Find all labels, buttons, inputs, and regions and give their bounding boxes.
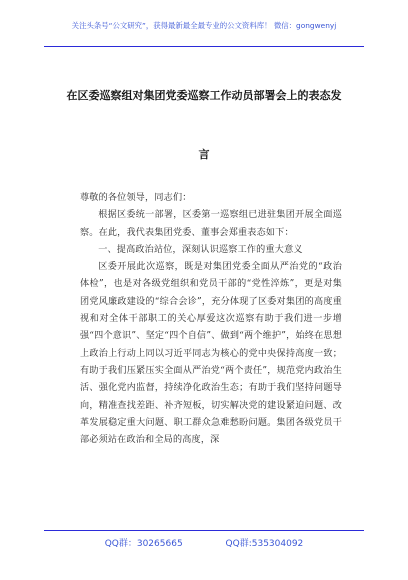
footer-qq-group-1: QQ群：30265665 bbox=[104, 539, 183, 549]
header-divider bbox=[44, 46, 364, 47]
section-heading: 一、提高政治站位，深刻认识巡察工作的重大意义 bbox=[98, 244, 303, 255]
footer bbox=[0, 536, 408, 549]
salutation: 尊敬的各位领导，同志们： bbox=[80, 193, 192, 203]
body-paragraph: 根据区委统一部署，区委第一巡察组已进驻集团开展全面巡察。在此，我代表集团党委、董事会郑重表态如下： bbox=[80, 210, 342, 238]
footer-divider bbox=[44, 530, 364, 531]
body-paragraph: 区委开展此次巡察，既是对集团党委全面从严治党的“政治体检”，也是对各级党组织和党员干部的“党性淬炼”，更是对集团党风廉政建设的“综合会诊”，充分体现了区委对集团的高度重视和对全体干部职工的关心厚爱这次巡察有助于我们进一步增强“四个意识”、坚定“四个自信”、做到“两个维护”，始终在思想上政治上行动上同以习近平同志为核心的党中央保持高度一致；有助于我们压紧压实全面从严治党“两个责任”，规范党内政治生活、强化党内监督，持续净化政治生态；有助于我们坚持问题导向，精准查找差距、补齐短板，切实解决党的建设紧迫问题、改革发展稳定重大问题、职工群众急难愁盼问题。集团各级党员干部必须站在政治和全局的高度，深 bbox=[80, 262, 342, 446]
document-title-continued: 言 bbox=[198, 148, 210, 161]
header-notice: 关注头条号“公文研究”，获得最新最全最专业的公文资料库！ 微信：gongwenyj bbox=[71, 21, 337, 30]
footer-qq-group-2: QQ群:535304092 bbox=[225, 539, 304, 549]
document-title: 在区委巡察组对集团党委巡察工作动员部署会上的表态发 bbox=[66, 89, 342, 102]
document-body bbox=[80, 190, 342, 449]
